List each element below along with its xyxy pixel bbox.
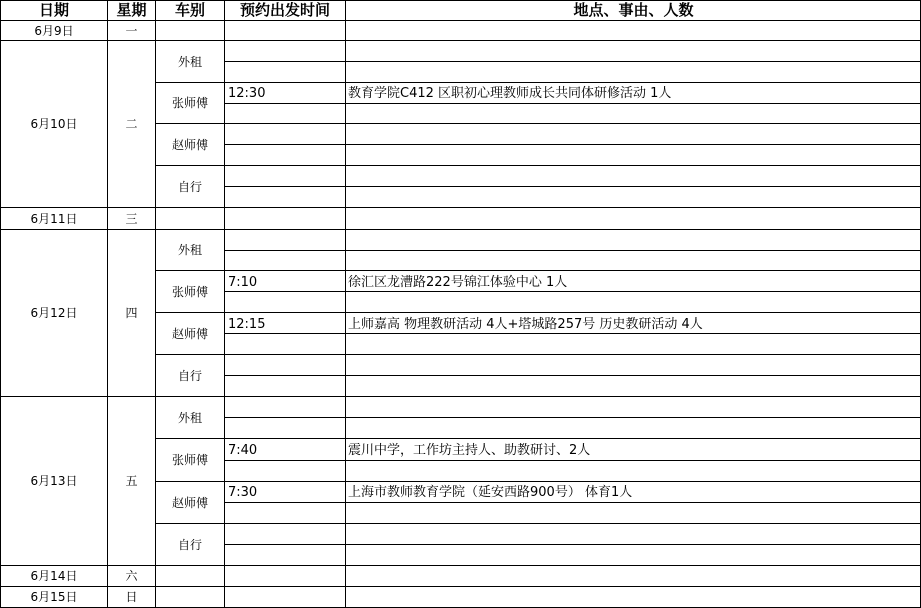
grid-hline <box>224 375 921 376</box>
grid-hline <box>155 312 921 313</box>
grid-hline <box>155 438 921 439</box>
grid-hline <box>155 165 921 166</box>
grid-hline <box>155 354 921 355</box>
date-cell: 6月11日 <box>30 211 78 226</box>
header-departure-time: 预约出发时间 <box>239 0 330 19</box>
vehicle-cell: 自行 <box>177 537 202 552</box>
weekday-cell: 六 <box>125 569 138 583</box>
vehicle-cell: 外租 <box>177 54 202 69</box>
vehicle-cell: 赵师傅 <box>171 137 208 152</box>
weekday-cell: 三 <box>125 211 138 226</box>
weekday-cell: 日 <box>125 590 138 604</box>
entry-time: 12:15 <box>228 317 266 332</box>
date-cell: 6月9日 <box>34 23 74 38</box>
date-cell: 6月13日 <box>30 474 78 488</box>
date-cell: 6月15日 <box>30 590 78 604</box>
vehicle-cell: 张师傅 <box>171 284 208 299</box>
weekday-cell: 一 <box>125 23 138 38</box>
grid-hline <box>155 82 921 83</box>
entry-time: 12:30 <box>228 86 266 101</box>
entry-time: 7:10 <box>228 275 258 290</box>
grid-hline <box>224 61 921 62</box>
vehicle-cell: 赵师傅 <box>171 326 208 341</box>
header-date: 日期 <box>38 0 69 19</box>
vehicle-cell: 外租 <box>177 410 202 425</box>
grid-vline <box>224 0 225 608</box>
entry-detail: 震川中学，工作坊主持人、助教研讨、2人 <box>348 443 591 458</box>
grid-vline <box>345 0 346 608</box>
date-cell: 6月10日 <box>30 117 78 131</box>
header-weekday: 星期 <box>116 0 147 19</box>
vehicle-cell: 赵师傅 <box>171 495 208 510</box>
vehicle-cell: 张师傅 <box>171 453 208 467</box>
header-vehicle: 车别 <box>174 0 205 19</box>
grid-hline <box>155 523 921 524</box>
vehicle-cell: 自行 <box>177 368 202 383</box>
grid-hline <box>224 417 921 418</box>
grid-hline <box>224 291 921 292</box>
header-location-purpose-count: 地点、事由、人数 <box>573 0 694 19</box>
entry-detail: 教育学院C412 区职初心理教师成长共同体研修活动 1人 <box>348 86 672 101</box>
entry-time: 7:40 <box>228 443 258 458</box>
entry-detail: 上师嘉高 物理教研活动 4人+塔城路257号 历史教研活动 4人 <box>348 317 703 332</box>
grid-hline <box>155 270 921 271</box>
vehicle-cell: 外租 <box>177 243 202 257</box>
weekday-cell: 四 <box>125 306 138 320</box>
grid-hline <box>224 144 921 145</box>
grid-hline <box>224 250 921 251</box>
vehicle-cell: 张师傅 <box>171 96 208 110</box>
grid-hline <box>155 123 921 124</box>
entry-detail: 徐汇区龙漕路222号锦江体验中心 1人 <box>348 275 568 290</box>
date-cell: 6月14日 <box>30 569 78 583</box>
weekday-cell: 五 <box>125 474 138 488</box>
entry-time: 7:30 <box>228 485 258 500</box>
vehicle-cell: 自行 <box>177 179 202 194</box>
entry-detail: 上海市教师教育学院（延安西路900号） 体育1人 <box>348 485 633 500</box>
grid-hline <box>155 481 921 482</box>
date-cell: 6月12日 <box>30 306 78 320</box>
grid-hline <box>224 186 921 187</box>
grid-hline <box>224 544 921 545</box>
weekday-cell: 二 <box>125 117 138 131</box>
